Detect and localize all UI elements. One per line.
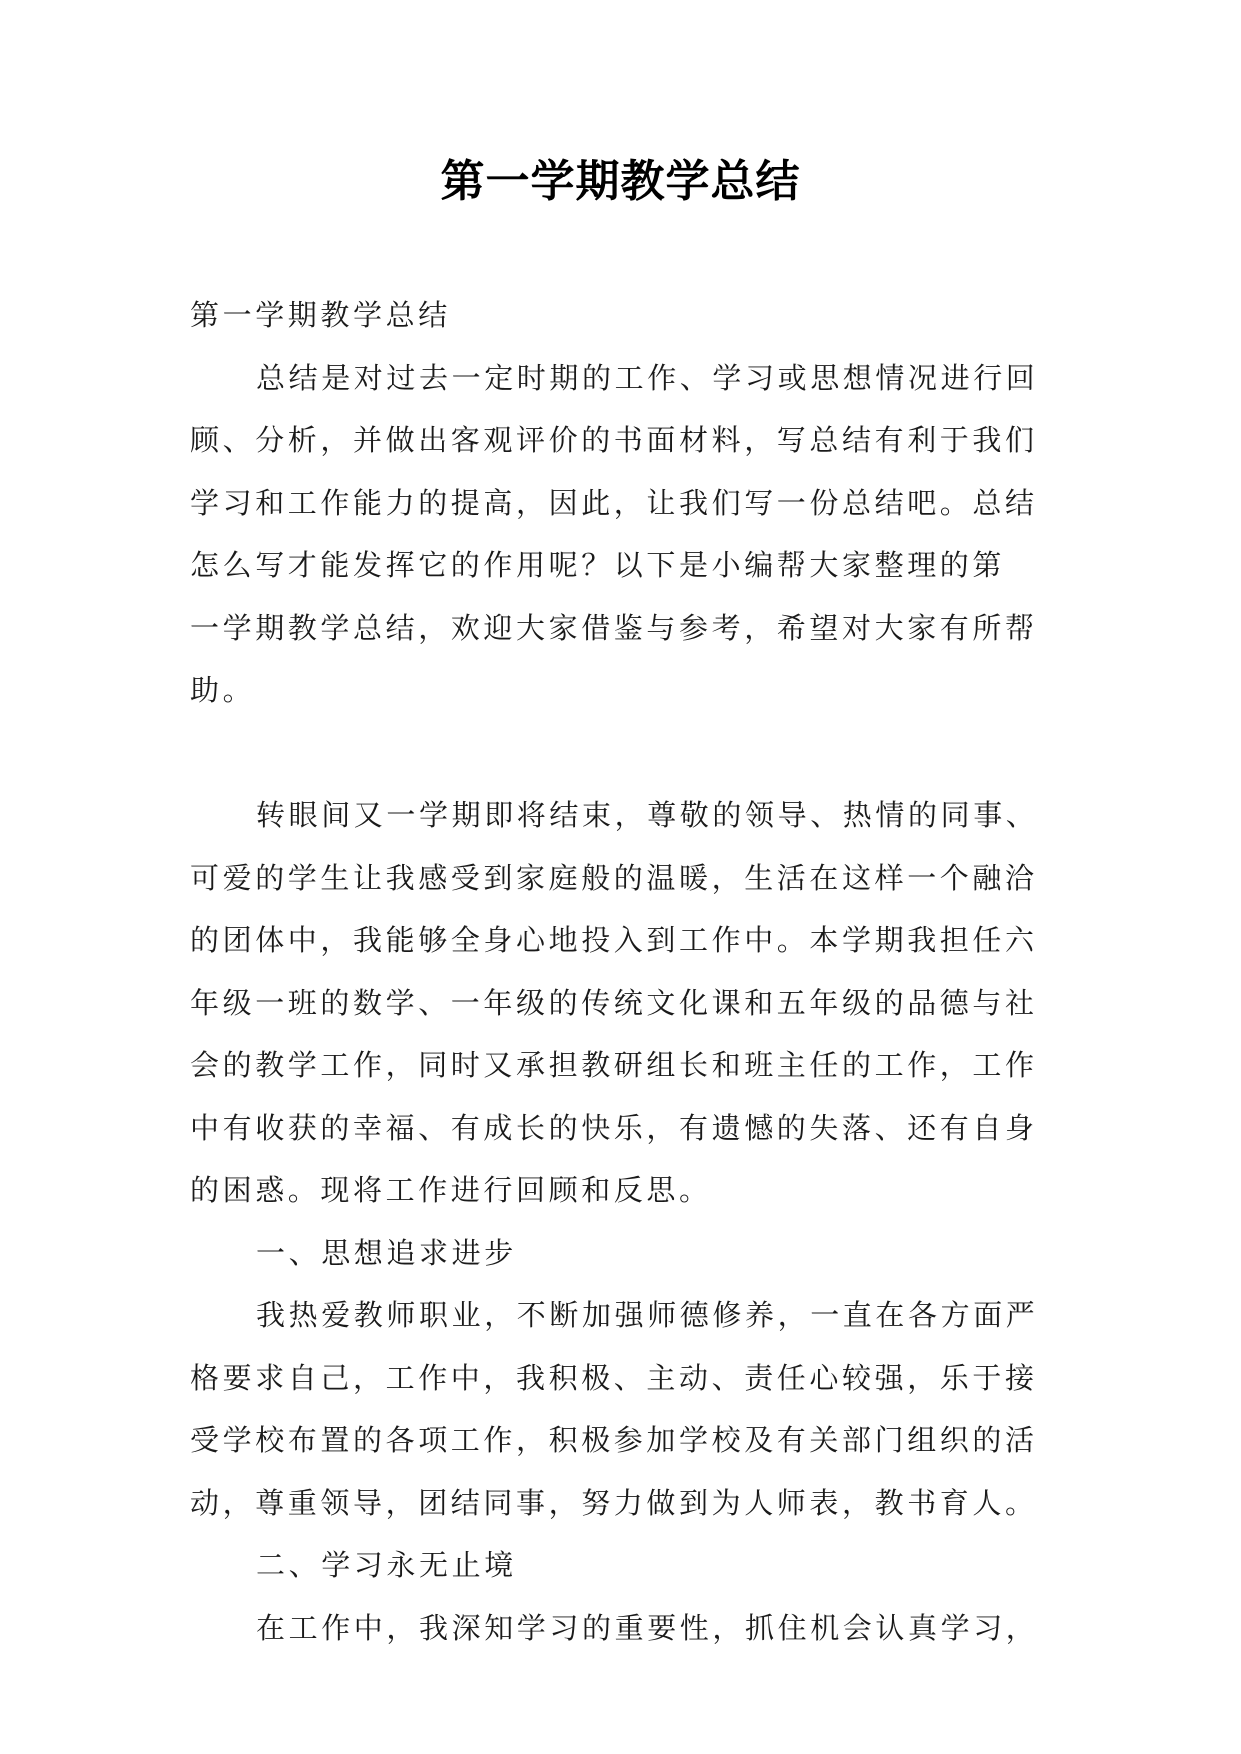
paragraph-line: 我热爱教师职业，不断加强师德修养，一直在各方面严: [256, 1298, 1039, 1332]
paragraph-line: 顾、分析，并做出客观评价的书面材料，写总结有利于我们: [190, 423, 1038, 457]
paragraph-line: 的团体中，我能够全身心地投入到工作中。本学期我担任六: [190, 923, 1038, 957]
paragraph-line: 受学校布置的各项工作，积极参加学校及有关部门组织的活: [190, 1423, 1038, 1457]
document-body: [190, 284, 1068, 1659]
section-heading: 二、学习永无止境: [256, 1548, 517, 1582]
paragraph-line: 在工作中，我深知学习的重要性，抓住机会认真学习，: [256, 1610, 1039, 1645]
paragraph-line: 的困惑。现将工作进行回顾和反思。: [190, 1173, 712, 1207]
paragraph-line: 动，尊重领导，团结同事，努力做到为人师表，教书育人。: [190, 1485, 1038, 1520]
paragraph-line: 助。: [190, 673, 256, 707]
paragraph-line: 格要求自己，工作中，我积极、主动、责任心较强，乐于接: [190, 1360, 1038, 1395]
paragraph-gap: [190, 722, 1068, 785]
paragraph-line: 会的教学工作，同时又承担教研组长和班主任的工作，工作: [190, 1048, 1038, 1082]
paragraph-line: 总结是对过去一定时期的工作、学习或思想情况进行回: [256, 360, 1039, 395]
paragraph-line: 年级一班的数学、一年级的传统文化课和五年级的品德与社: [190, 985, 1038, 1020]
paragraph-line: 学习和工作能力的提高，因此，让我们写一份总结吧。总结: [190, 485, 1038, 520]
paragraph-line: 一学期教学总结，欢迎大家借鉴与参考，希望对大家有所帮: [190, 610, 1038, 645]
section-heading: 一、思想追求进步: [256, 1235, 517, 1270]
paragraph-line: 中有收获的幸福、有成长的快乐，有遗憾的失落、还有自身: [190, 1110, 1038, 1145]
paragraph-line: 怎么写才能发挥它的作用呢？以下是小编帮大家整理的第: [190, 548, 1006, 582]
paragraph-line: 可爱的学生让我感受到家庭般的温暖，生活在这样一个融洽: [190, 860, 1038, 895]
paragraph-line: 转眼间又一学期即将结束，尊敬的领导、热情的同事、: [256, 798, 1039, 832]
subtitle-line: 第一学期教学总结: [190, 298, 451, 332]
document-title: 第一学期教学总结: [440, 156, 801, 207]
